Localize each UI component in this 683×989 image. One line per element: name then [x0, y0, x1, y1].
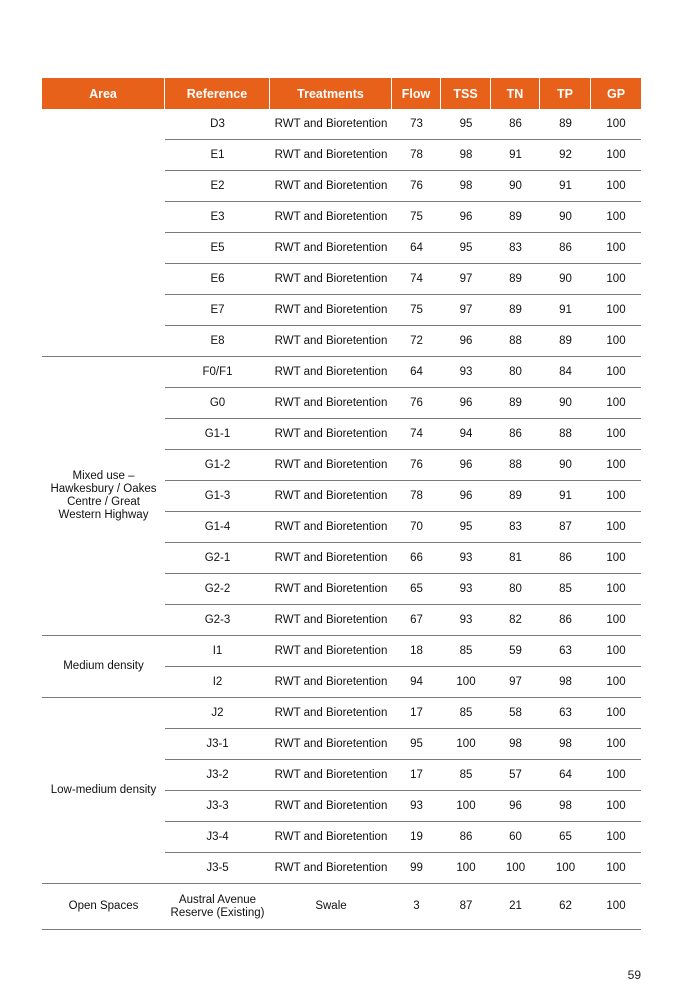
gp-cell: 100	[591, 326, 641, 357]
treatment-cell: RWT and Bioretention	[270, 791, 392, 822]
tss-cell: 98	[441, 140, 491, 171]
tp-cell: 62	[540, 884, 591, 930]
flow-cell: 18	[392, 636, 441, 667]
gp-cell: 100	[591, 543, 641, 574]
reference-cell: Austral Avenue Reserve (Existing)	[165, 884, 270, 930]
treatment-cell: RWT and Bioretention	[270, 388, 392, 419]
tn-cell: 90	[491, 171, 540, 202]
treatment-cell: RWT and Bioretention	[270, 140, 392, 171]
tp-cell: 84	[540, 357, 591, 388]
area-cell	[42, 109, 165, 357]
table-row	[42, 636, 641, 667]
table-row	[42, 357, 641, 388]
treatment-cell: RWT and Bioretention	[270, 636, 392, 667]
page-number: 59	[627, 968, 641, 982]
gp-cell: 100	[591, 884, 641, 930]
tss-cell: 96	[441, 388, 491, 419]
header-tp: TP	[540, 78, 591, 109]
gp-cell: 100	[591, 140, 641, 171]
reference-cell: I1	[165, 636, 270, 667]
flow-cell: 75	[392, 295, 441, 326]
tp-cell: 92	[540, 140, 591, 171]
flow-cell: 66	[392, 543, 441, 574]
tss-cell: 87	[441, 884, 491, 930]
reference-cell: G1-2	[165, 450, 270, 481]
tn-cell: 89	[491, 388, 540, 419]
reference-cell: J3-3	[165, 791, 270, 822]
tss-cell: 100	[441, 791, 491, 822]
flow-cell: 99	[392, 853, 441, 884]
reference-cell: F0/F1	[165, 357, 270, 388]
tss-cell: 97	[441, 264, 491, 295]
table-row	[42, 884, 641, 930]
flow-cell: 74	[392, 264, 441, 295]
flow-cell: 94	[392, 667, 441, 698]
flow-cell: 72	[392, 326, 441, 357]
gp-cell: 100	[591, 233, 641, 264]
tp-cell: 89	[540, 326, 591, 357]
flow-cell: 73	[392, 109, 441, 140]
gp-cell: 100	[591, 419, 641, 450]
tp-cell: 90	[540, 388, 591, 419]
tss-cell: 96	[441, 326, 491, 357]
reference-cell: E7	[165, 295, 270, 326]
tp-cell: 86	[540, 543, 591, 574]
tss-cell: 95	[441, 109, 491, 140]
reference-cell: G2-1	[165, 543, 270, 574]
flow-cell: 78	[392, 140, 441, 171]
gp-cell: 100	[591, 822, 641, 853]
reference-cell: J3-1	[165, 729, 270, 760]
tn-cell: 88	[491, 450, 540, 481]
gp-cell: 100	[591, 853, 641, 884]
tp-cell: 91	[540, 171, 591, 202]
tn-cell: 58	[491, 698, 540, 729]
tp-cell: 98	[540, 729, 591, 760]
treatment-cell: RWT and Bioretention	[270, 574, 392, 605]
tn-cell: 89	[491, 202, 540, 233]
gp-cell: 100	[591, 295, 641, 326]
treatment-cell: RWT and Bioretention	[270, 760, 392, 791]
header-row	[42, 78, 641, 109]
treatment-cell: RWT and Bioretention	[270, 605, 392, 636]
gp-cell: 100	[591, 264, 641, 295]
treatment-cell: RWT and Bioretention	[270, 171, 392, 202]
flow-cell: 17	[392, 698, 441, 729]
flow-cell: 67	[392, 605, 441, 636]
gp-cell: 100	[591, 667, 641, 698]
flow-cell: 64	[392, 357, 441, 388]
tn-cell: 86	[491, 109, 540, 140]
tn-cell: 89	[491, 264, 540, 295]
tss-cell: 93	[441, 574, 491, 605]
reference-cell: G1-4	[165, 512, 270, 543]
table-body	[42, 109, 641, 930]
header-treatments: Treatments	[270, 78, 392, 109]
flow-cell: 3	[392, 884, 441, 930]
gp-cell: 100	[591, 171, 641, 202]
treatment-cell: RWT and Bioretention	[270, 822, 392, 853]
reference-cell: G0	[165, 388, 270, 419]
reference-cell: G1-1	[165, 419, 270, 450]
reference-cell: J3-5	[165, 853, 270, 884]
tss-cell: 85	[441, 636, 491, 667]
tss-cell: 93	[441, 605, 491, 636]
header-area: Area	[42, 78, 165, 109]
gp-cell: 100	[591, 357, 641, 388]
reference-cell: E2	[165, 171, 270, 202]
flow-cell: 78	[392, 481, 441, 512]
tp-cell: 63	[540, 698, 591, 729]
tp-cell: 87	[540, 512, 591, 543]
tss-cell: 95	[441, 512, 491, 543]
treatment-cell: RWT and Bioretention	[270, 512, 392, 543]
reference-cell: E5	[165, 233, 270, 264]
reference-cell: G1-3	[165, 481, 270, 512]
tp-cell: 89	[540, 109, 591, 140]
tss-cell: 96	[441, 481, 491, 512]
tp-cell: 90	[540, 450, 591, 481]
reference-cell: J2	[165, 698, 270, 729]
treatment-cell: RWT and Bioretention	[270, 357, 392, 388]
treatment-cell: RWT and Bioretention	[270, 481, 392, 512]
tp-cell: 65	[540, 822, 591, 853]
tn-cell: 98	[491, 729, 540, 760]
tss-cell: 86	[441, 822, 491, 853]
reference-cell: E3	[165, 202, 270, 233]
tss-cell: 97	[441, 295, 491, 326]
reference-cell: D3	[165, 109, 270, 140]
reference-cell: J3-2	[165, 760, 270, 791]
gp-cell: 100	[591, 605, 641, 636]
area-cell: Medium density	[42, 636, 165, 698]
tp-cell: 90	[540, 264, 591, 295]
tn-cell: 91	[491, 140, 540, 171]
tp-cell: 88	[540, 419, 591, 450]
treatment-cell: Swale	[270, 884, 392, 930]
flow-cell: 65	[392, 574, 441, 605]
treatment-cell: RWT and Bioretention	[270, 109, 392, 140]
gp-cell: 100	[591, 574, 641, 605]
treatment-cell: RWT and Bioretention	[270, 729, 392, 760]
tn-cell: 57	[491, 760, 540, 791]
tss-cell: 100	[441, 853, 491, 884]
tss-cell: 93	[441, 543, 491, 574]
tn-cell: 82	[491, 605, 540, 636]
treatment-performance-table	[42, 78, 641, 930]
treatment-cell: RWT and Bioretention	[270, 667, 392, 698]
tp-cell: 86	[540, 233, 591, 264]
tss-cell: 96	[441, 450, 491, 481]
flow-cell: 75	[392, 202, 441, 233]
tss-cell: 96	[441, 202, 491, 233]
gp-cell: 100	[591, 450, 641, 481]
treatment-cell: RWT and Bioretention	[270, 326, 392, 357]
flow-cell: 76	[392, 171, 441, 202]
flow-cell: 76	[392, 388, 441, 419]
tp-cell: 100	[540, 853, 591, 884]
header-flow: Flow	[392, 78, 441, 109]
tp-cell: 63	[540, 636, 591, 667]
area-cell: Open Spaces	[42, 884, 165, 930]
header-tss: TSS	[441, 78, 491, 109]
tn-cell: 89	[491, 481, 540, 512]
gp-cell: 100	[591, 481, 641, 512]
treatment-cell: RWT and Bioretention	[270, 450, 392, 481]
reference-cell: J3-4	[165, 822, 270, 853]
treatment-cell: RWT and Bioretention	[270, 202, 392, 233]
tn-cell: 97	[491, 667, 540, 698]
reference-cell: E1	[165, 140, 270, 171]
treatment-cell: RWT and Bioretention	[270, 233, 392, 264]
tp-cell: 64	[540, 760, 591, 791]
gp-cell: 100	[591, 760, 641, 791]
treatment-cell: RWT and Bioretention	[270, 264, 392, 295]
tp-cell: 86	[540, 605, 591, 636]
tss-cell: 85	[441, 698, 491, 729]
tss-cell: 94	[441, 419, 491, 450]
area-cell: Low-medium density	[42, 698, 165, 884]
flow-cell: 17	[392, 760, 441, 791]
tp-cell: 98	[540, 791, 591, 822]
gp-cell: 100	[591, 388, 641, 419]
tp-cell: 85	[540, 574, 591, 605]
tss-cell: 93	[441, 357, 491, 388]
tn-cell: 59	[491, 636, 540, 667]
tp-cell: 90	[540, 202, 591, 233]
reference-cell: E6	[165, 264, 270, 295]
reference-cell: E8	[165, 326, 270, 357]
tp-cell: 91	[540, 295, 591, 326]
flow-cell: 76	[392, 450, 441, 481]
header-gp: GP	[591, 78, 641, 109]
tn-cell: 86	[491, 419, 540, 450]
table-row	[42, 698, 641, 729]
treatment-cell: RWT and Bioretention	[270, 698, 392, 729]
tp-cell: 98	[540, 667, 591, 698]
tn-cell: 100	[491, 853, 540, 884]
treatment-cell: RWT and Bioretention	[270, 853, 392, 884]
tn-cell: 80	[491, 357, 540, 388]
tss-cell: 95	[441, 233, 491, 264]
gp-cell: 100	[591, 202, 641, 233]
flow-cell: 70	[392, 512, 441, 543]
treatment-cell: RWT and Bioretention	[270, 543, 392, 574]
flow-cell: 74	[392, 419, 441, 450]
tp-cell: 91	[540, 481, 591, 512]
tn-cell: 83	[491, 233, 540, 264]
reference-cell: G2-3	[165, 605, 270, 636]
gp-cell: 100	[591, 512, 641, 543]
reference-cell: G2-2	[165, 574, 270, 605]
tss-cell: 100	[441, 729, 491, 760]
table-row	[42, 109, 641, 140]
flow-cell: 64	[392, 233, 441, 264]
tn-cell: 83	[491, 512, 540, 543]
tss-cell: 85	[441, 760, 491, 791]
tn-cell: 21	[491, 884, 540, 930]
gp-cell: 100	[591, 636, 641, 667]
area-cell: Mixed use – Hawkesbury / Oakes Centre / Great Western Highway	[42, 357, 165, 636]
gp-cell: 100	[591, 791, 641, 822]
flow-cell: 19	[392, 822, 441, 853]
reference-cell: I2	[165, 667, 270, 698]
gp-cell: 100	[591, 109, 641, 140]
tn-cell: 80	[491, 574, 540, 605]
tn-cell: 60	[491, 822, 540, 853]
tn-cell: 88	[491, 326, 540, 357]
header-reference: Reference	[165, 78, 270, 109]
tn-cell: 89	[491, 295, 540, 326]
treatment-cell: RWT and Bioretention	[270, 419, 392, 450]
tss-cell: 98	[441, 171, 491, 202]
header-tn: TN	[491, 78, 540, 109]
gp-cell: 100	[591, 729, 641, 760]
tn-cell: 96	[491, 791, 540, 822]
treatment-cell: RWT and Bioretention	[270, 295, 392, 326]
tn-cell: 81	[491, 543, 540, 574]
flow-cell: 95	[392, 729, 441, 760]
tss-cell: 100	[441, 667, 491, 698]
gp-cell: 100	[591, 698, 641, 729]
flow-cell: 93	[392, 791, 441, 822]
